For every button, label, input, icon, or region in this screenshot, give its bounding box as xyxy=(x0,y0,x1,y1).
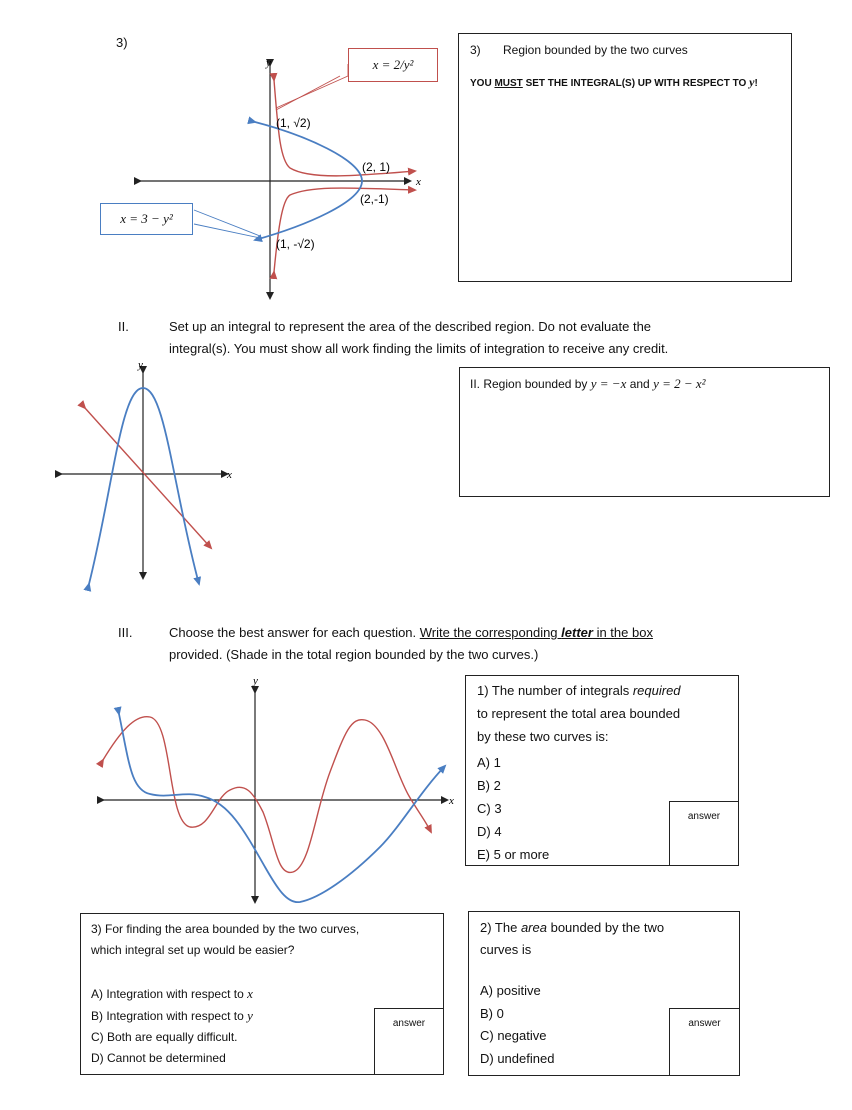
question-2-stem: 2) The area bounded by the two xyxy=(480,920,665,935)
question-2-answer-box[interactable]: answer xyxy=(669,1008,740,1076)
question-2-options xyxy=(480,980,554,1070)
option: C) negative xyxy=(480,1028,547,1043)
option: B) Integration with respect to y xyxy=(91,1008,253,1023)
curve-2-minus-x2 xyxy=(89,388,199,584)
question-3-options xyxy=(91,983,253,1069)
y-axis-label: y xyxy=(253,675,258,687)
section-numeral: II. xyxy=(118,319,129,334)
line-y-eq-neg-x xyxy=(85,408,211,548)
option: D) Cannot be determined xyxy=(91,1051,226,1065)
box-number: 3) xyxy=(470,43,481,57)
y-axis-label: y xyxy=(266,57,271,69)
answer-box-problem3[interactable] xyxy=(458,33,792,282)
box-instruction: YOU MUST SET THE INTEGRAL(S) UP WITH RESPECT TO y! xyxy=(470,75,758,89)
instruction-line: Set up an integral to represent the area of the described region. Do not evaluate the xyxy=(169,319,652,334)
option: C) Both are equally difficult. xyxy=(91,1030,238,1044)
point-label: (1, √2) xyxy=(276,116,311,130)
instruction-line: Choose the best answer for each question. Write the corresponding letter in the box xyxy=(169,625,653,640)
option: B) 0 xyxy=(480,1005,504,1021)
callout-x-eq-2-over-y2: x = 2/y² xyxy=(348,48,438,82)
question-1-stem: to represent the total area bounded xyxy=(477,706,681,721)
option: C) 3 xyxy=(477,801,502,816)
x-axis-label: x xyxy=(227,469,232,481)
question-2-stem: curves is xyxy=(480,942,532,957)
instruction-line: provided. (Shade in the total region bounded by the two curves.) xyxy=(169,647,539,662)
box-text: II. Region bounded by y = −x and y = 2 − x² xyxy=(470,376,706,391)
question-1-options xyxy=(477,751,549,866)
instruction-line: integral(s). You must show all work finding the limits of integration to receive any credit. xyxy=(169,341,669,356)
option: A) 1 xyxy=(477,755,501,770)
point-label: (2, 1) xyxy=(362,160,391,174)
callout-x-eq-3-minus-y2: x = 3 − y² xyxy=(100,203,193,235)
box-title: Region bounded by the two curves xyxy=(503,43,688,57)
question-1-stem: 1) The number of integrals required xyxy=(477,683,681,698)
y-axis-label: y xyxy=(138,359,143,371)
point-label: (2,-1) xyxy=(360,192,389,206)
option: A) Integration with respect to x xyxy=(91,986,253,1001)
blue-curve xyxy=(119,714,445,902)
option: E) 5 or more xyxy=(477,847,550,862)
option: B) 2 xyxy=(477,778,501,793)
option: D) 4 xyxy=(477,824,502,839)
option: A) positive xyxy=(480,983,541,998)
x-axis-label: x xyxy=(416,176,421,188)
question-1-stem: by these two curves is: xyxy=(477,729,609,744)
section-numeral: III. xyxy=(118,625,133,640)
graph-section3 xyxy=(95,672,465,912)
point-label: (1, -√2) xyxy=(276,237,315,251)
question-3-answer-box[interactable]: answer xyxy=(374,1008,444,1075)
question-1-answer-box[interactable]: answer xyxy=(669,801,739,866)
question-3-stem: 3) For finding the area bounded by the two curves, xyxy=(91,922,360,936)
option: D) undefined xyxy=(480,1050,555,1066)
question-3-stem: which integral set up would be easier? xyxy=(91,943,295,957)
problem-number: 3) xyxy=(116,35,128,50)
answer-box-section2[interactable] xyxy=(459,367,830,497)
curve-2-over-y2-lower xyxy=(274,188,415,272)
x-axis-label: x xyxy=(449,795,454,807)
graph-section2 xyxy=(55,358,235,593)
